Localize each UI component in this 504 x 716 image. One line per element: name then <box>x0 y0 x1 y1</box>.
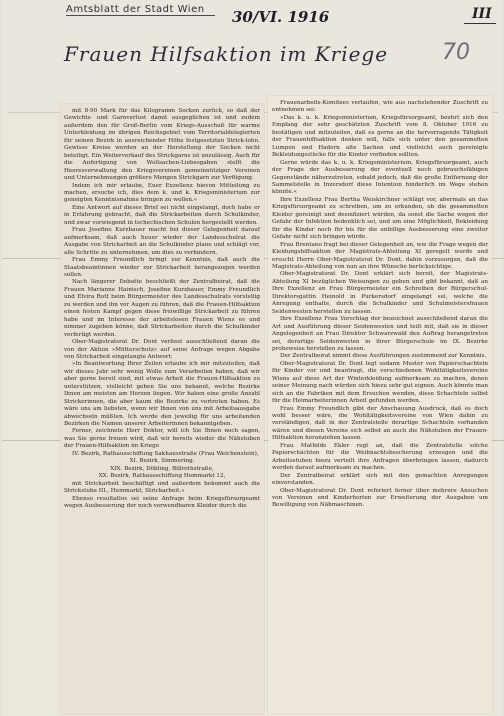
address-line: XI. Bezirk, Simmering, <box>129 458 195 465</box>
paragraph: Ober-Magistratsrat Dr. Dont legt sodann Muster von Papierschachteln für Kinder vor und beantragt, die verschiedenen Wohltätigkeitsvereine Wiens auf diese Art der Winterkleidung aufmerksam zu machen, denen seiner Meinung nach würden sich hiezu sehr gut eignen. Auch könnte man sich an die Fabriken mit dem Ersuchen wenden, diese Schachteln selbst für die Heimarbeiterinnen Arbeit gefunden werden. <box>272 360 488 405</box>
paragraph: Nach längerer Debatte beschließt der Zentralbeirat, daß die Frauen Marianne Hainisch, Josefine Kurzbauer, Emmy Freundlich und Elvira Rott beim Bürgermeister des Landesschulrats vorstellig zu werden und ihn vor Augen zu führen, daß die Frauen-Hilfsaktion einen festen Kampf gegen diese freiwillige Strickarbeit zu führen habe und im Interesse der arbeitslosen Frauen Wiens es und nimmer zugeben könne, daß Strickarbeiten durch die Schulkinder verfertigt werden. <box>64 279 260 338</box>
paragraph: Ebenso resultatlos sei seine Anfrage beim Kriegsfürsorgeamt wegen Ausbesserung der noch verwendbaren Kleider durch die <box>64 495 260 510</box>
pencil-number: 70 <box>442 40 470 65</box>
paragraph: Gerne würde das k. u. k. Kriegsministerium, Kriegsfürsorgeamt, auch der Frage der Ausbesserung der eventuell noch gebrauchsfähigen Gegenstände näherzutreten, sobald jedoch, daß die große Entfernung der Sammelstelle in Inzersdorf diese Intention hinderlich im Wege stehen könnte.« <box>272 159 488 196</box>
paragraph: »In Beantwortung Ihrer Zeilen erlaube ich mir mitzuteilen, daß wir dieses Jahr sehr wenig Wolle zum Verarbeiten haben, daß wir aber gerne bereit sind, mit etwas Arbeit die Frauen-Hilfsaktion zu unterstützen, vielleicht geben Sie uns bekannt, welche Bezirke Ihnen am meisten am Herzen liegen. Wir haben eine große Anzahl Strickerinnen, die aber kaum die Bezirke zu vertreten haben. Es wäre uns am liebsten, wenn wir Ihnen von uns mit Arbeitsausgabe abwechseln müßten. Ich werde den jeweilig für uns arbeitenden Bezirken die Namen unserer Arbeiterinnen bekanntgeben. <box>64 361 260 428</box>
newspaper-stamp: Amtsblatt der Stadt Wien <box>66 4 215 16</box>
folio-underline <box>464 23 496 24</box>
paragraph: Frauenarbeits-Komitees verlaufen, wie aus nachstehender Zuschrift zu entnehmen sei: <box>272 100 488 114</box>
paragraph: Ober-Magistratsrat Dr. Dont referiert ferner über mehrere Ansuchen von Vereinen und Kinderhorten zur Erweiterung der Ausgaben um Bewilligung von Nähmaschinen. <box>272 487 488 509</box>
archive-sheet <box>2 0 502 716</box>
paragraph: Der Zentralbeirat nimmt diese Ausführungen zustimmend zur Kenntnis. <box>280 353 487 360</box>
folio-number: III <box>472 6 492 22</box>
paragraph: Eine Antwort auf dieses Brief sei nicht eingelangt, doch habe er in Erfahrung gebracht, daß die Strickarbeiten durch Schulkinder, und zwar vorwiegend in tschechischen Schulen hergestellt werden. <box>64 204 260 226</box>
paragraph: Frau Emmy Freundlich bringt zur Kenntnis, daß auch die Staatsbeamtinnen wieder zur Strickarbeit herangezogen werden sollen. <box>64 257 260 278</box>
handwritten-date: 30/VI. 1916 <box>232 8 330 26</box>
left-text-column <box>64 108 260 510</box>
paragraph: Ihre Exzellenz Frau Bertha Weiskirchner schlägt vor, abermals an das Kriegsfürsorgeamt zu schreiben, um zu erkunden, ob die gesammelten Kleider gereinigt und desinfiziert würden, da sonst die Sache wegen der Gefahr der Infektion bedenklich sei, und um eine Möglichkeit, Bekleidung für die Kinder noch für bis für die unbillige Ausbesserung eine zweiter Gefahr nicht sich bringen würde. <box>272 196 488 241</box>
address-line: XIX. Bezirk, Döbling, Billrothstraße, <box>110 465 214 472</box>
handwritten-title: Frauen Hilfsaktion im Kriege <box>64 42 389 66</box>
paragraph: Frau Brentano fragt bei dieser Gelegenheit an, wie die Frage wegen der Kleidungshilfsaktion der Magistrats-Abteilung XI geregelt wurde und ersucht Herrn Ober-Magistratsrat Dr. Dont, dahin vorzusorgen, daß die Magistrats-Abteilung von nun an ihre Wünsche berücksichtige. <box>272 241 488 270</box>
paragraph: mit Strickarbeit beschäftigt und außerdem bekommt auch die Strickstube III., Hemmarkt, Strickarbeit.« <box>64 480 260 495</box>
address-line: XX. Bezirk, Rathausschiffung Hemmarkt 12, <box>98 473 226 480</box>
paragraph: Ober-Magistratsrat Dr. Dont erklärt sich bereit, der Magistrats-Abteilung XI bezüglichen Weisungen zu geben und gibt bekannt, daß an Ihre Exzellenz an Frau Bürgermeister ein Schreiben der Bürgerschul-Direktorsgattin Heinold in Purkersdorf eingelangt sei, welche die Anregung enthalte, durch die Schulkinder und Schulmeistersfrauen Seidenwesten herstellen zu lassen. <box>272 271 488 315</box>
paragraph: »Das k. u. k. Kriegsministerium, Kriegsfürsorgeamt, beehrt sich den Empfang der sehr geschätzten Zuschrift vom 8. Oktober 1916 zu bestätigen und mitzuteilen, daß es gerne an die hervorragende Tätigkeit der Frauenhilfsaktion denken will, falls sich unter den gesammelten Lumpen und Hadern alte Sachen und vielleicht auch gereinigte Bekleidungsstücke für die Kinder vorfinden sollten. <box>272 114 488 159</box>
paragraph: mit 8·90 Mark für das Kilogramm Socken zurück, so daß der Gewichts- und Garnverlust damit ausgeglichen ist und zudem außerdem den für Groß-Berlin vom Kriegs-Ausschuß für warme Unterkleidung im übrigen Reichsgebiet vom Territorialdelegierten für seinen Bezirk in ausreichender Höhe festgesetzten Strick-lohn. Gewisse Kreise werden an der Herstellung der Socken nicht beteiligt. Ein Weiterverkauf des Strickgarns ist unzulässig. Auch für die Anfertigung von Wollsachen-Liebesgaben stellt die Heeresverwaltung den Kriegsvereinen gemeinnütziger Vereinen und Unternehmungen größere Mengen Strickgarn zur Verfügung. <box>64 108 260 182</box>
paragraph: Frau Mathilde Ekler regt an, daß die Zentralstelle solche Papierschächten für die Weihnachtsbescherung erzeugen und die Arbeitsstuben hiezu verteilt ihre Anfragen überbringen lassen, dadurch werden darauf aufmerksam zu machen. <box>272 442 488 472</box>
paragraph: Der Zentralbeirat erklärt sich mit den gemachten Anregungen einverstanden. <box>272 472 488 487</box>
paragraph: IV. Bezirk, Rathausschiffung Sakhausstraße (Frau Weichenstein), <box>72 450 259 457</box>
paragraph: Frau Josefine Kurzbauer macht bei dieser Gelegenheit darauf aufmerksam, daß auch heuer wieder der Landesschulrat die Ausgabe von Strickarbeit an die Schulkinder plane und schlägt vor, alle Schritte zu unternehmen, um dies zu verhindern. <box>64 227 260 256</box>
paragraph: Ferner, zeichnete Herr Doktor, will ich Sie Ihnen noch sagen, was Sie gerne freuen wird, daß wir bereits wieder die Nähstuben der Frauen-Hilfsaktion im Kriege <box>64 428 260 450</box>
paragraph: Ober-Magistratsrat Dr. Dont verliest ausschließend daran die von der Aktion »Mütterschutz« auf seine Anfrage wegen Abgabe von Strickarbeit eingelangte Antwort: <box>64 339 260 360</box>
paragraph: Indem ich mir erlaube, Euer Exzellenz hievon Mitteilung zu machen, ersuche ich, dies dem k. und k. Kriegsministerium zur geneigten Kenntnisnahme bringen zu wollen.« <box>64 182 260 204</box>
right-text-column <box>272 100 488 510</box>
paragraph: Frau Emmy Freundlich gibt der Anschauung Ausdruck, daß es doch wohl besser wäre, die Wohltätigkeitsvereine von Wien dahin zu verständigen, daß in der Zentralstelle derartige Schachteln vorhanden wären und diesen Vereine sich selbst an auch die Nähstuben der Frauen-Hilfsaktion heranziehen lassen. <box>272 405 488 442</box>
paragraph: Ihre Exzellenz Frau Vorschlag der bezeichnet ausschließend daran die Art und Ausführung dieser Seidenwesten und teilt mit, daß sie in dieser Angelegenheit an Frau Direktor Schwarzwald den Auftrag herangetreten sei, derartige Seidenwesten in ihrer Bürgerschule im IX. Bezirke probeweise herstellen zu lassen. <box>272 316 488 352</box>
